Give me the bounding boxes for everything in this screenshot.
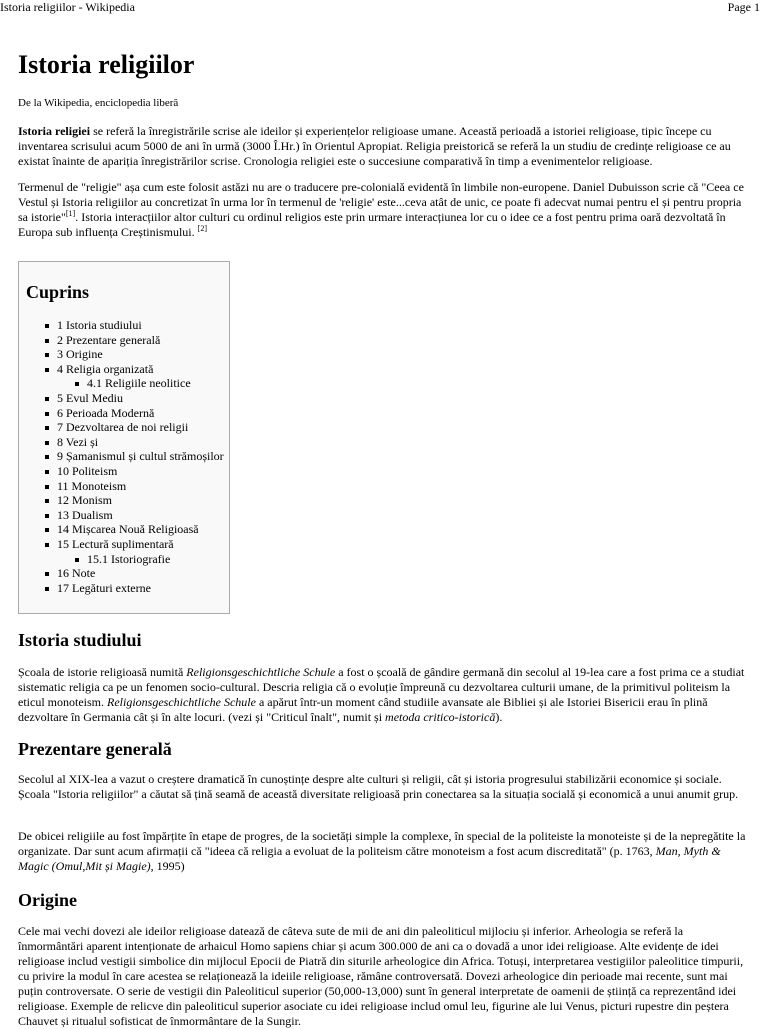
section-heading-prezentare-generala: Prezentare generală: [18, 739, 172, 759]
toc-item[interactable]: [19, 435, 229, 450]
toc-item-label[interactable]: 13 Dualism: [57, 507, 113, 522]
toc-item-label[interactable]: 9 Șamanismul și cultul strămoșilor: [57, 449, 224, 464]
toc-item-label[interactable]: 10 Politeism: [57, 463, 118, 478]
text-run: De obicei religiile au fost împărțite în etape de progres, de la societăți simple la complexe, în special de la politeiste la monoteiste și de la nepregătite la organizate. Dar sunt acum afirmații că "ideea că religia a evoluat de la politeism către monoteism a fost acum discreditată" (p. 1763,: [18, 829, 746, 858]
toc-item[interactable]: [19, 376, 229, 391]
section-istoria-studiului-text: [18, 665, 750, 725]
intro-paragraph: [18, 124, 750, 169]
toc-list: [19, 318, 229, 595]
intro-bold-term: Istoria religiei: [18, 124, 91, 138]
bullet-icon: [45, 587, 49, 591]
toc-item[interactable]: [19, 581, 229, 596]
toc-item-label[interactable]: 4.1 Religiile neolitice: [87, 376, 191, 391]
toc-item-label[interactable]: 15.1 Istoriografie: [87, 551, 171, 566]
bullet-icon: [45, 455, 49, 459]
text-run: , 1995): [150, 859, 185, 873]
toc-item-label[interactable]: 15 Lectură suplimentară: [57, 536, 174, 551]
toc-item-label[interactable]: 2 Prezentare generală: [57, 332, 161, 347]
bullet-icon: [45, 470, 49, 474]
italic-term: metoda critico-istorică: [385, 710, 496, 724]
text-run: a apărut într-un moment când studiile avansate ale Bibliei și ale Istoriei Bisericii erau în plină dezvoltare în Germania cât și în alte locuri. (vezi și "Criticul înalt", numit și: [18, 695, 708, 724]
toc-item[interactable]: [19, 347, 229, 362]
text-run: ).: [495, 710, 503, 724]
section-prezentare-p1: Secolul al XIX-lea a vazut o creștere dramatică în cunoștințe despre alte culturi și religii, cât și istoria progresului stabilizării economice și sociale. Școala "Istoria religiilor" a căutat să țină seamă de această diversitate religioasă prin conectarea sa la situația socială și economică a unui anumit grup.: [18, 772, 739, 801]
page-number: Page 1: [727, 0, 760, 14]
section-prezentare-p2: [18, 829, 750, 874]
italic-title: Man, Myth & Magic (Omul,Mit și Magie): [18, 844, 721, 873]
toc-item[interactable]: [19, 406, 229, 421]
reference-link-1[interactable]: [1]: [65, 209, 76, 218]
bullet-icon: [45, 441, 49, 445]
bullet-icon: [45, 368, 49, 372]
toc-item[interactable]: [19, 464, 229, 479]
toc-item[interactable]: [19, 420, 229, 435]
toc-item-label[interactable]: 12 Monism: [57, 493, 113, 508]
bullet-icon: [45, 353, 49, 357]
toc-item-label[interactable]: 8 Vezi și: [57, 434, 99, 449]
toc-item-label[interactable]: 6 Perioada Modernă: [57, 405, 155, 420]
terminology-text-a: Termenul de "religie" așa cum este folosit astăzi nu are o traducere pre-colonială evidentă în limbile non-europene. Daniel Dubuisson scrie că "Ceea ce Vestul și Istoria religiilor au concretizat în urma lor în termenul de 'religie' este...ceva atât de unic, ce poate fi adecvat numai pentru el și pentru propria sa istorie": [18, 180, 744, 224]
bullet-icon: [75, 382, 79, 386]
bullet-icon: [45, 397, 49, 401]
toc-item-label[interactable]: 7 Dezvoltarea de noi religii: [57, 420, 189, 435]
reference-link-2[interactable]: [2]: [197, 224, 207, 233]
toc-item[interactable]: [19, 552, 229, 567]
terminology-text-b: . Istoria interacțiilor altor culturi cu ordinul religios este prin urmare interacțiunea lor cu o idee ce a fost pentru prima oară dezvoltată în Europa sub influența Creștinismului.: [18, 210, 726, 239]
terminology-paragraph: [18, 180, 750, 240]
section-origine-text: Cele mai vechi dovezi ale ideilor religioase datează de câteva sute de mii de ani din paleoliticul mijlociu și inferior. Arheologia se referă la înmormântări aparent intenționate de arhaicul Homo sapiens chiar și acum 300.000 de ani ca o dovadă a unor idei religioase. Alte evidențe de idei religioase includ vestigii simbolice din mijlocul Epocii de Piatră din siturile arheologice din Africa. Totuși, interpretarea vestigiilor paleolitice timpurii, cu privire la modul în care acestea se relaționează la ideiile religioase, rămâne controversată. Dovezi arheologice din perioade mai recente, sunt mai puțin controversate. O serie de vestigii din Paleoliticul superior (50,000-13,000) sunt în general interpretate de oamenii de știință ca reprezentând idei religioase. Exemple de relicve din paleoliticul superior asociate cu idei religioase includ omul leu, figurine ale lui Venus, picturi rupestre din peștera Chauvet și ritualul sofisticat de înmormântare de la Sungir.: [18, 924, 744, 1028]
section-heading-istoria-studiului: Istoria studiului: [18, 630, 142, 650]
toc-item-label[interactable]: 11 Monoteism: [57, 478, 127, 493]
print-header: [0, 0, 768, 16]
bullet-icon: [45, 572, 49, 576]
toc-item-label[interactable]: 4 Religia organizată: [57, 361, 154, 376]
toc-item-label[interactable]: 17 Legături externe: [57, 580, 151, 595]
toc-item[interactable]: [19, 566, 229, 581]
bullet-icon: [45, 324, 49, 328]
bullet-icon: [45, 499, 49, 503]
italic-term: Religionsgeschichtliche Schule: [107, 695, 256, 709]
print-header-title: Istoria religiilor - Wikipedia: [0, 0, 135, 14]
toc-title: Cuprins: [26, 282, 90, 302]
toc-item[interactable]: [19, 362, 229, 377]
toc-item[interactable]: [19, 522, 229, 537]
bullet-icon: [45, 339, 49, 343]
toc-item[interactable]: [19, 449, 229, 464]
bullet-icon: [45, 528, 49, 532]
bullet-icon: [45, 426, 49, 430]
bullet-icon: [45, 514, 49, 518]
bullet-icon: [45, 485, 49, 489]
toc-item-label[interactable]: 5 Evul Mediu: [57, 390, 123, 405]
table-of-contents: [18, 261, 230, 614]
toc-item[interactable]: [19, 318, 229, 333]
page-title: Istoria religiilor: [18, 50, 195, 79]
toc-item-label[interactable]: 14 Mișcarea Nouă Religioasă: [57, 522, 199, 537]
section-heading-origine: Origine: [18, 890, 77, 910]
text-run: a fost o școală de gândire germană din secolul al 19-lea care a fost prima ce a studiat sistematic religia ca pe un fenomen socio-cultural. Descria religia că o evoluție împreună cu dezvoltarea culturii umane, de la primitivul politeism la eticul monoteism.: [18, 665, 745, 709]
toc-item[interactable]: [19, 479, 229, 494]
toc-item[interactable]: [19, 391, 229, 406]
intro-text: se referă la înregistrările scrise ale ideilor și experiențelor religioase umane. Această perioadă a istoriei religioase, tipic începe cu inventarea scrisului acum 5000 de ani în urmă (3000 Î.Hr.) în Orientul Apropiat. Religia preistorică se referă la un studiu de credințe religioase ce au existat înainte de apariția înregistrărilor scrise. Cronologia religiei este o succesiune comparativă în timp a evenimentelor religioase.: [18, 124, 731, 168]
toc-item[interactable]: [19, 493, 229, 508]
site-tagline: De la Wikipedia, enciclopedia liberă: [18, 97, 179, 109]
toc-item[interactable]: [19, 333, 229, 348]
bullet-icon: [45, 412, 49, 416]
toc-item-label[interactable]: 16 Note: [57, 566, 96, 581]
toc-item-label[interactable]: 1 Istoria studiului: [57, 318, 142, 332]
bullet-icon: [45, 543, 49, 547]
toc-item[interactable]: [19, 508, 229, 523]
text-run: Școala de istorie religioasă numită: [18, 665, 187, 679]
bullet-icon: [75, 558, 79, 562]
italic-term: Religionsgeschichtliche Schule: [186, 665, 336, 679]
toc-item-label[interactable]: 3 Origine: [57, 347, 103, 362]
toc-item[interactable]: [19, 537, 229, 552]
